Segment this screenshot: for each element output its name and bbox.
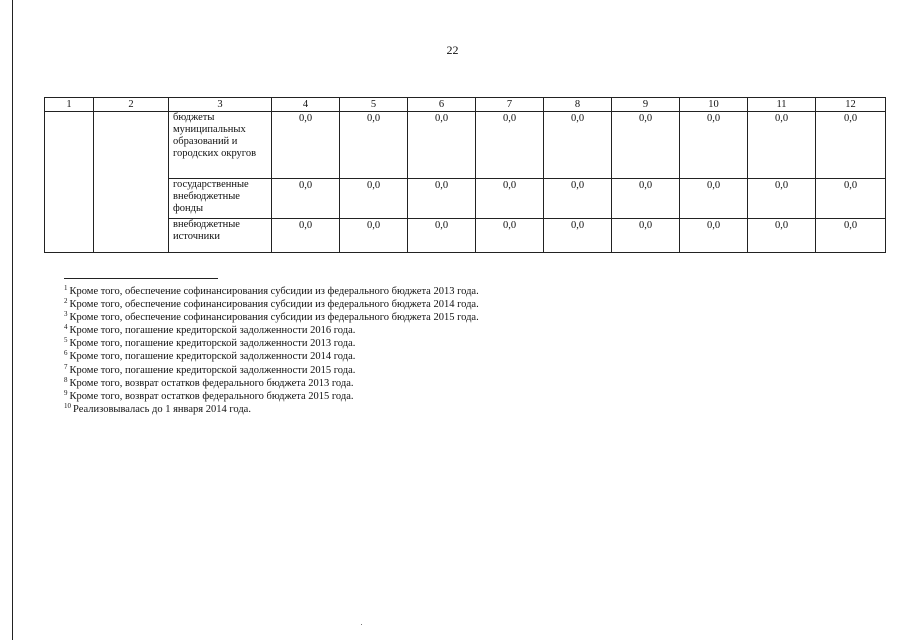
footnote bbox=[64, 377, 479, 390]
footnote bbox=[64, 337, 479, 350]
footnote-mark: 8 bbox=[64, 375, 68, 384]
column-header: 4 bbox=[272, 98, 340, 112]
column-header: 6 bbox=[408, 98, 476, 112]
page-number: 22 bbox=[446, 43, 459, 57]
footnote-mark: 6 bbox=[64, 349, 68, 358]
column-header: 11 bbox=[748, 98, 816, 112]
value-cell: 0,0 bbox=[544, 112, 612, 179]
value-cell: 0,0 bbox=[612, 219, 680, 253]
footnote-mark: 4 bbox=[64, 323, 68, 332]
col2-merged-cell bbox=[94, 112, 169, 253]
value-cell: 0,0 bbox=[476, 219, 544, 253]
value-cell: 0,0 bbox=[408, 112, 476, 179]
value-cell: 0,0 bbox=[748, 179, 816, 219]
footnote-mark: 7 bbox=[64, 362, 68, 371]
value-cell: 0,0 bbox=[748, 219, 816, 253]
value-cell: 0,0 bbox=[544, 219, 612, 253]
footnote-mark: 9 bbox=[64, 388, 68, 397]
footnote-mark: 10 bbox=[64, 401, 71, 410]
column-header: 10 bbox=[680, 98, 748, 112]
footnote-text: Кроме того, возврат остатков федерального бюджета 2013 года. bbox=[69, 377, 354, 389]
column-header: 1 bbox=[45, 98, 94, 112]
value-cell: 0,0 bbox=[612, 179, 680, 219]
column-header: 12 bbox=[816, 98, 886, 112]
table-row bbox=[45, 112, 886, 179]
value-cell: 0,0 bbox=[476, 112, 544, 179]
footnote bbox=[64, 311, 479, 324]
footnote bbox=[64, 285, 479, 298]
footnote bbox=[64, 350, 479, 363]
footnote bbox=[64, 298, 479, 311]
header-row bbox=[45, 98, 886, 112]
column-header: 5 bbox=[340, 98, 408, 112]
footnote-text: Кроме того, обеспечение софинансирования субсидии из федерального бюджета 2015 года. bbox=[69, 312, 479, 324]
footnote-text: Реализовывалась до 1 января 2014 года. bbox=[73, 403, 251, 415]
scan-speck bbox=[361, 624, 362, 625]
row-label: внебюджетные источники bbox=[169, 219, 272, 253]
col1-merged-cell bbox=[45, 112, 94, 253]
table-row bbox=[45, 179, 886, 219]
value-cell: 0,0 bbox=[816, 179, 886, 219]
footnote bbox=[64, 390, 479, 403]
value-cell: 0,0 bbox=[748, 112, 816, 179]
footnote-mark: 2 bbox=[64, 297, 68, 306]
footnotes bbox=[64, 285, 479, 416]
footnote-mark: 3 bbox=[64, 310, 68, 319]
footnote-text: Кроме того, обеспечение софинансирования субсидии из федерального бюджета 2013 года. bbox=[69, 286, 479, 297]
value-cell: 0,0 bbox=[816, 219, 886, 253]
value-cell: 0,0 bbox=[544, 179, 612, 219]
table-row bbox=[45, 219, 886, 253]
footnote-text: Кроме того, погашение кредиторской задолженности 2014 года. bbox=[69, 351, 356, 363]
value-cell: 0,0 bbox=[340, 179, 408, 219]
value-cell: 0,0 bbox=[408, 219, 476, 253]
budget-table bbox=[44, 97, 886, 253]
column-header: 8 bbox=[544, 98, 612, 112]
value-cell: 0,0 bbox=[340, 112, 408, 179]
value-cell: 0,0 bbox=[408, 179, 476, 219]
footnote-text: Кроме того, погашение кредиторской задолженности 2015 года. bbox=[69, 364, 356, 376]
column-header: 9 bbox=[612, 98, 680, 112]
value-cell: 0,0 bbox=[612, 112, 680, 179]
value-cell: 0,0 bbox=[272, 219, 340, 253]
left-margin-rule bbox=[12, 0, 13, 640]
column-header: 7 bbox=[476, 98, 544, 112]
value-cell: 0,0 bbox=[340, 219, 408, 253]
footnote-text: Кроме того, погашение кредиторской задолженности 2013 года. bbox=[69, 338, 356, 350]
footnote-mark: 1 bbox=[64, 284, 68, 292]
value-cell: 0,0 bbox=[680, 112, 748, 179]
column-header: 3 bbox=[169, 98, 272, 112]
footnote bbox=[64, 403, 479, 416]
value-cell: 0,0 bbox=[476, 179, 544, 219]
footnote-mark: 5 bbox=[64, 336, 68, 345]
row-label: бюджеты муниципальных образований и городских округов bbox=[169, 112, 272, 179]
value-cell: 0,0 bbox=[272, 112, 340, 179]
footnote-separator bbox=[64, 278, 218, 279]
footnote-text: Кроме того, погашение кредиторской задолженности 2016 года. bbox=[69, 325, 356, 337]
value-cell: 0,0 bbox=[816, 112, 886, 179]
footnote bbox=[64, 364, 479, 377]
value-cell: 0,0 bbox=[272, 179, 340, 219]
value-cell: 0,0 bbox=[680, 179, 748, 219]
column-header: 2 bbox=[94, 98, 169, 112]
footnote bbox=[64, 324, 479, 337]
value-cell: 0,0 bbox=[680, 219, 748, 253]
footnote-text: Кроме того, обеспечение софинансирования субсидии из федерального бюджета 2014 года. bbox=[69, 299, 479, 311]
row-label: государственные внебюджетные фонды bbox=[169, 179, 272, 219]
footnote-text: Кроме того, возврат остатков федерального бюджета 2015 года. bbox=[69, 390, 354, 402]
